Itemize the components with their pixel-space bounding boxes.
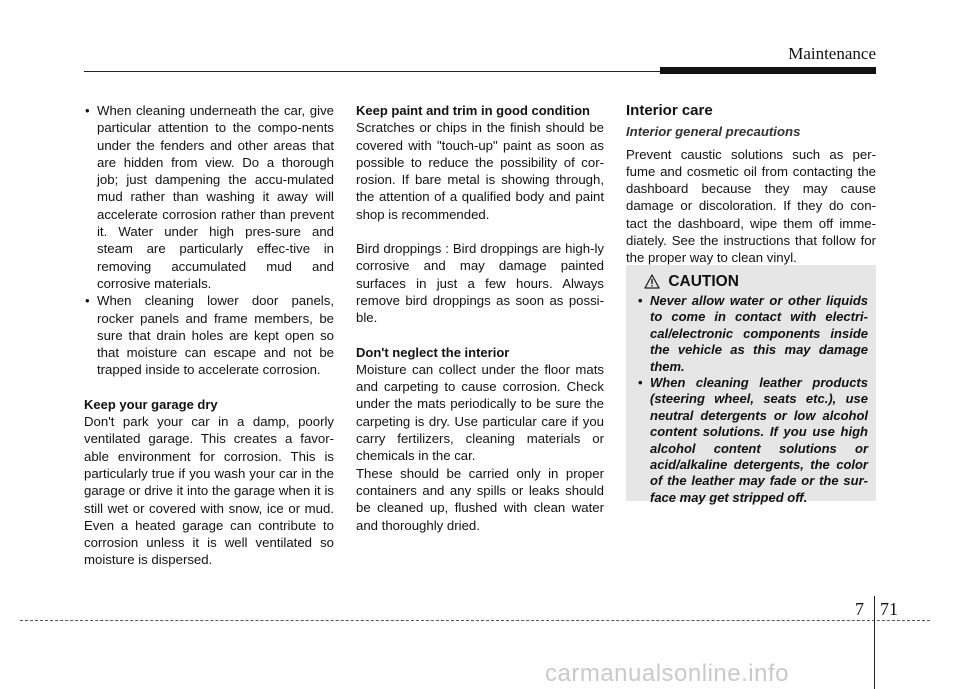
section-heading: Interior care — [626, 102, 713, 119]
precautions-text: Prevent caustic solutions such as per-fume and cosmetic oil from contacting the dashboard because they may cause damage or discoloration. If they do con-tact the dashboard, wipe them off imme-diately. See the instructions that follow for the proper way to clean vinyl. — [626, 146, 876, 266]
header-rule — [84, 71, 660, 72]
bullet-item: • When cleaning lower door panels, rocker panels and frame members, be sure that drain holes are kept open so that moisture can escape and not be trapped inside to accelerate corrosion. — [84, 292, 334, 378]
column-middle — [356, 102, 604, 534]
caution-box — [626, 265, 876, 505]
header-rule-accent — [660, 67, 876, 74]
interior-heading: Don't neglect the interior — [356, 344, 510, 360]
paint-text: Scratches or chips in the finish should be covered with "touch-up" paint as soon as possible to reduce the possibility of cor-rosion. If bare metal is showing through, the attention of a qualified body and paint shop is recommended. — [356, 120, 604, 222]
section-subheading: Interior general precautions — [626, 124, 801, 140]
warning-triangle-icon — [644, 273, 668, 290]
interior-text-2: These should be carried only in proper containers and any spills or leaks should be cleaned up, flushed with clean water and thoroughly dried. — [356, 465, 604, 533]
page-number: 71 — [880, 599, 898, 619]
bullet-item: • When cleaning underneath the car, give particular attention to the compo-nents under the fenders and other areas that are hidden from view. Do a thorough job; just dampening the accu-mulated mud rather than washing it away will accelerate corrosion rather than prevent it. Water under high pres-sure and steam are particularly effec-tive in removing accumulated mud and corrosive materials. — [84, 102, 334, 292]
column-left — [84, 102, 334, 569]
bullet-list — [84, 102, 334, 379]
garage-text: Don't park your car in a damp, poorly ventilated garage. This creates a favor-able environment for corrosion. This is particularly true if you wash your car in the garage or drive it into the garage when it is still wet or covered with snow, ice or mud. Even a heated garage can contribute to corrosion unless it is well ventilated so moisture is dispersed. — [84, 414, 334, 568]
interior-text: Moisture can collect under the floor mats and carpeting to cause corrosion. Check under the mats periodically to be sure the carpeting is dry. Use particular care if you carry fertilizers, cleaning materials or chemicals in the car. — [356, 361, 604, 464]
footer-rule — [20, 620, 930, 621]
header-title: Maintenance — [788, 44, 876, 63]
bird-droppings-text: Bird droppings : Bird droppings are high-ly corrosive and may damage painted surfaces in just a few hours. Always remove bird droppings as soon as possi-ble. — [356, 241, 604, 326]
watermark: carmanualsonline.info — [545, 660, 789, 687]
footer-divider — [874, 596, 875, 689]
paint-heading: Keep paint and trim in good condition — [356, 103, 590, 118]
caution-item: • Never allow water or other liquids to come in contact with electri-cal/electronic components inside the vehicle as this may damage them. — [638, 293, 868, 375]
column-right — [626, 102, 876, 267]
caution-list — [638, 293, 868, 506]
caution-title: CAUTION — [668, 273, 739, 290]
garage-heading: Keep your garage dry — [84, 396, 218, 412]
caution-item: • When cleaning leather products (steering wheel, seats etc.), use neutral detergents or low alcohol content solutions. If you use high alcohol content solutions or acid/alkaline detergents, the color of the leather may fade or the sur-face may get stripped off. — [638, 375, 868, 506]
caution-header — [644, 273, 739, 291]
chapter-number: 7 — [855, 599, 864, 619]
